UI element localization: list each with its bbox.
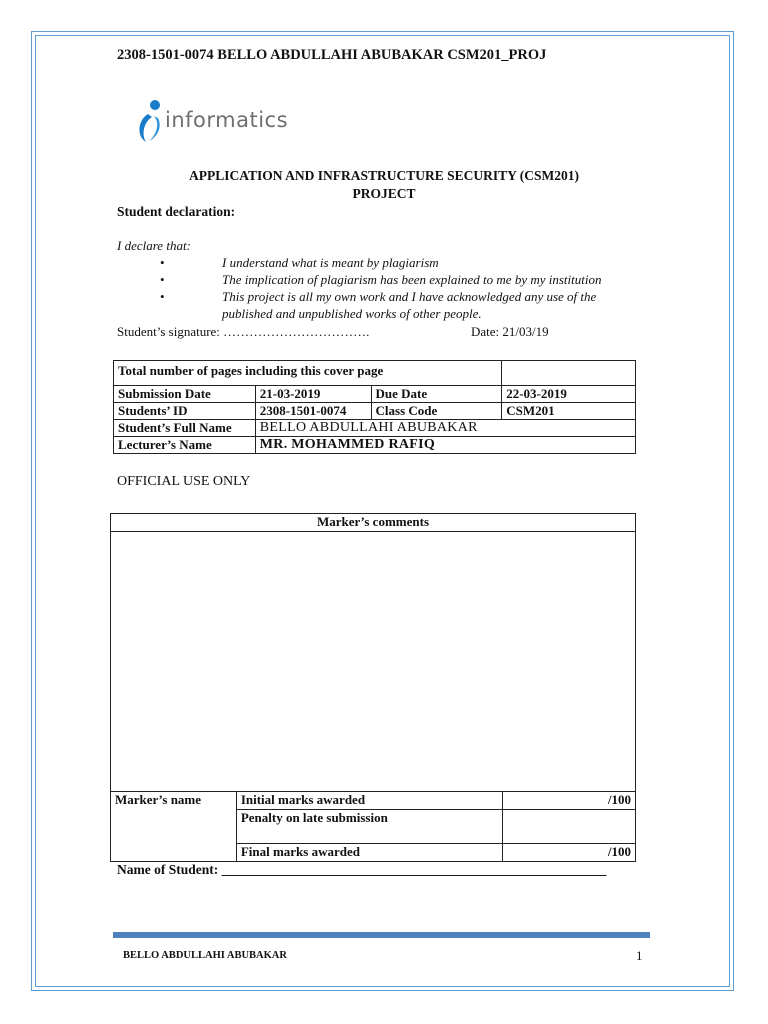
footer-bar	[113, 932, 650, 938]
document-header: 2308-1501-0074 BELLO ABDULLAHI ABUBAKAR CSM201_PROJ	[117, 47, 547, 63]
penalty-value	[503, 810, 636, 844]
logo-mark-icon	[136, 98, 166, 144]
total-pages-value	[502, 361, 636, 386]
page-title-line2: PROJECT	[352, 186, 416, 201]
declaration-item-continued: published and unpublished works of other people.	[222, 306, 482, 321]
official-use-label: OFFICIAL USE ONLY	[117, 474, 251, 489]
bullet-icon: •	[160, 272, 165, 287]
initial-marks-label: Initial marks awarded	[236, 792, 502, 810]
declaration-item: This project is all my own work and I have acknowledged any use of the	[222, 289, 597, 304]
due-date-value: 22-03-2019	[502, 386, 636, 403]
declaration-item: I understand what is meant by plagiarism	[222, 255, 439, 270]
student-id-value: 2308-1501-0074	[255, 403, 371, 420]
student-id-label: Students’ ID	[114, 403, 256, 420]
submission-info-table	[113, 360, 636, 454]
marker-comments-area	[111, 532, 636, 792]
declaration-item: The implication of plagiarism has been explained to me by my institution	[222, 272, 602, 287]
signature-line: Student’s signature: …………………………….	[117, 324, 370, 339]
declaration-intro: I declare that:	[117, 238, 191, 253]
bullet-icon: •	[160, 289, 165, 304]
submission-date-label: Submission Date	[114, 386, 256, 403]
marker-table	[110, 513, 636, 862]
marker-name-label: Marker’s name	[111, 792, 237, 862]
footer-author: BELLO ABDULLAHI ABUBAKAR	[123, 950, 287, 961]
full-name-label: Student’s Full Name	[114, 420, 256, 437]
class-code-label: Class Code	[371, 403, 502, 420]
lecturer-label: Lecturer’s Name	[114, 437, 256, 454]
submission-date-value: 21-03-2019	[255, 386, 371, 403]
lecturer-value: MR. MOHAMMED RAFIQ	[255, 437, 635, 454]
informatics-logo	[136, 98, 356, 144]
due-date-label: Due Date	[371, 386, 502, 403]
initial-marks-value: /100	[503, 792, 636, 810]
class-code-value: CSM201	[502, 403, 636, 420]
page-number: 1	[636, 948, 643, 963]
declaration-date: Date: 21/03/19	[471, 324, 549, 339]
final-marks-label: Final marks awarded	[236, 844, 502, 862]
name-of-student-line: Name of Student: _________________________________________________________	[117, 862, 607, 877]
page-title-line1: APPLICATION AND INFRASTRUCTURE SECURITY (CSM201)	[188, 168, 580, 183]
declaration-heading: Student declaration:	[117, 204, 236, 219]
penalty-label: Penalty on late submission	[236, 810, 502, 844]
final-marks-value: /100	[503, 844, 636, 862]
marker-comments-header: Marker’s comments	[111, 514, 636, 532]
total-pages-label: Total number of pages including this cover page	[114, 361, 502, 386]
logo-wordmark: informatics	[165, 108, 289, 132]
full-name-value: BELLO ABDULLAHI ABUBAKAR	[255, 420, 635, 437]
bullet-icon: •	[160, 255, 165, 270]
